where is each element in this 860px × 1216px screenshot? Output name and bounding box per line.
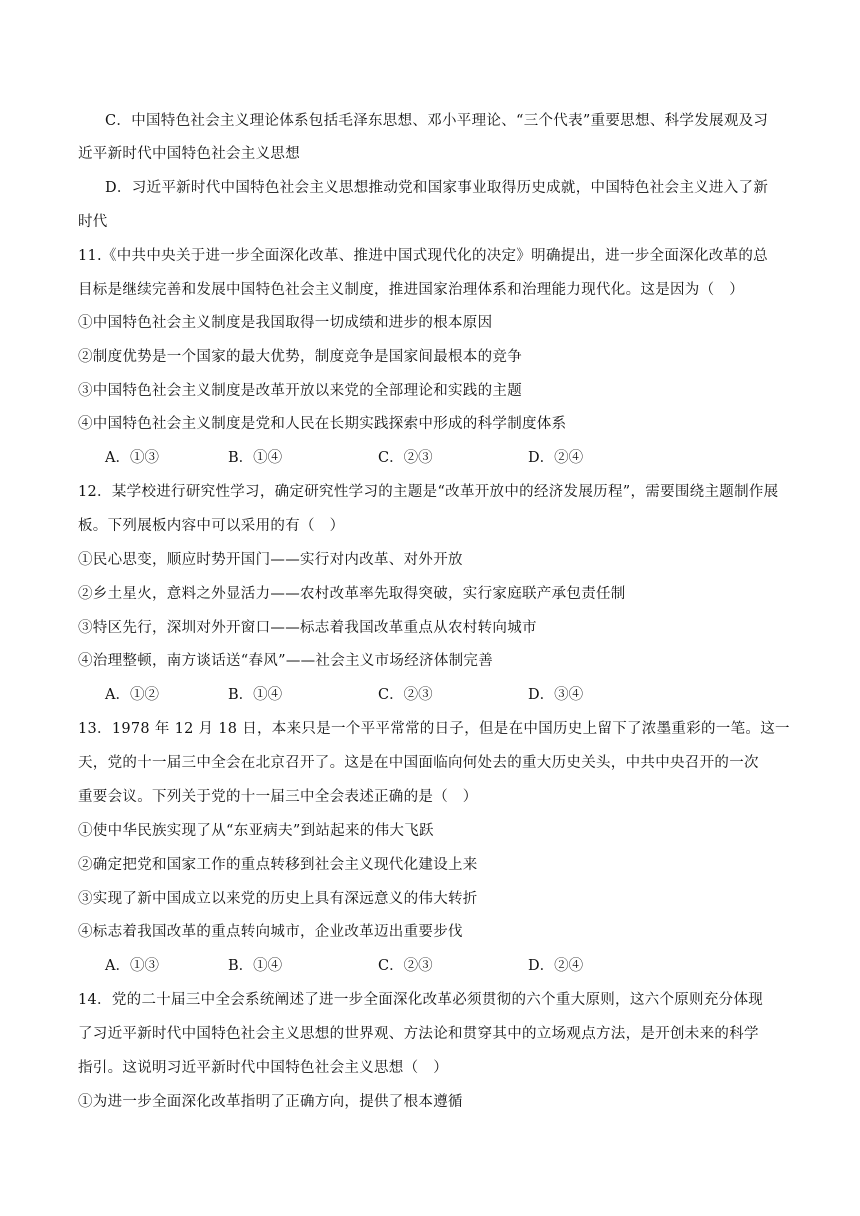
- q11-stem-line2: 目标是继续完善和发展中国特色社会主义制度，推进国家治理体系和治理能力现代化。这是因为（ ）: [78, 282, 744, 298]
- q13-statement-1: ①使中华民族实现了从“东亚病夫”到站起来的伟大飞跃: [78, 823, 434, 839]
- q13-choice-a[interactable]: A．①③: [105, 958, 159, 974]
- q11-statement-2: ②制度优势是一个国家的最大优势，制度竞争是国家间最根本的竞争: [78, 349, 522, 365]
- q12-choice-a[interactable]: A．①②: [105, 687, 159, 703]
- q11-statement-4: ④中国特色社会主义制度是党和人民在长期实践探索中形成的科学制度体系: [78, 416, 567, 432]
- q11-statement-1: ①中国特色社会主义制度是我国取得一切成绩和进步的根本原因: [78, 315, 493, 331]
- q12-choice-c[interactable]: C．②③: [378, 687, 433, 703]
- q12-statement-4: ④治理整顿，南方谈话送“春风”——社会主义市场经济体制完善: [78, 653, 494, 669]
- q10-option-c-line2: 近平新时代中国特色社会主义思想: [78, 146, 300, 162]
- q12-statement-1: ①民心思变，顺应时势开国门——实行对内改革、对外开放: [78, 552, 463, 568]
- q13-stem-line2: 天，党的十一届三中全会在北京召开了。这是在中国面临向何处去的重大历史关头，中共中央召开的一次: [78, 755, 759, 771]
- q10-option-d-line1: D．习近平新时代中国特色社会主义思想推动党和国家事业取得历史成就，中国特色社会主义进入了新: [105, 180, 769, 196]
- q12-choice-b[interactable]: B．①④: [228, 687, 283, 703]
- q13-stem-line3: 重要会议。下列关于党的十一届三中全会表述正确的是（ ）: [78, 789, 478, 805]
- q12-stem-line2: 板。下列展板内容中可以采用的有（ ）: [78, 518, 345, 534]
- q13-stem-line1: 13．1978 年 12 月 18 日，本来只是一个平平常常的日子，但是在中国历史上留下了浓墨重彩的一笔。这一: [78, 721, 790, 737]
- q14-stem-line2: 了习近平新时代中国特色社会主义思想的世界观、方法论和贯穿其中的立场观点方法，是开创未来的科学: [78, 1026, 759, 1042]
- q10-option-d-line2: 时代: [78, 214, 108, 230]
- q14-statement-1: ①为进一步全面深化改革指明了正确方向，提供了根本遵循: [78, 1094, 463, 1110]
- q11-choice-b[interactable]: B．①④: [228, 450, 283, 466]
- q13-statement-4: ④标志着我国改革的重点转向城市，企业改革迈出重要步伐: [78, 924, 463, 940]
- q11-stem-line1: 11.《中共中央关于进一步全面深化改革、推进中国式现代化的决定》明确提出，进一步全面深化改革的总: [78, 248, 768, 264]
- q14-stem-line1: 14．党的二十届三中全会系统阐述了进一步全面深化改革必须贯彻的六个重大原则，这六个原则充分体现: [78, 992, 764, 1008]
- q12-statement-3: ③特区先行，深圳对外开窗口——标志着我国改革重点从农村转向城市: [78, 620, 537, 636]
- q11-statement-3: ③中国特色社会主义制度是改革开放以来党的全部理论和实践的主题: [78, 383, 522, 399]
- q13-choice-d[interactable]: D．②④: [528, 958, 584, 974]
- q14-stem-line3: 指引。这说明习近平新时代中国特色社会主义思想（ ）: [78, 1060, 448, 1076]
- q13-choice-c[interactable]: C．②③: [378, 958, 433, 974]
- q13-statement-3: ③实现了新中国成立以来党的历史上具有深远意义的伟大转折: [78, 891, 478, 907]
- q11-choice-d[interactable]: D．②④: [528, 450, 584, 466]
- q10-option-c-line1: C．中国特色社会主义理论体系包括毛泽东思想、邓小平理论、“三个代表”重要思想、科学发展观及习: [105, 113, 769, 129]
- q12-statement-2: ②乡土星火，意料之外显活力——农村改革率先取得突破，实行家庭联产承包责任制: [78, 586, 626, 602]
- q13-choice-b[interactable]: B．①④: [228, 958, 283, 974]
- q11-choice-c[interactable]: C．②③: [378, 450, 433, 466]
- q11-choice-a[interactable]: A．①③: [105, 450, 159, 466]
- q12-choice-d[interactable]: D．③④: [528, 687, 584, 703]
- q13-statement-2: ②确定把党和国家工作的重点转移到社会主义现代化建设上来: [78, 857, 478, 873]
- q12-stem-line1: 12．某学校进行研究性学习，确定研究性学习的主题是“改革开放中的经济发展历程”，需要围绕主题制作展: [78, 484, 779, 500]
